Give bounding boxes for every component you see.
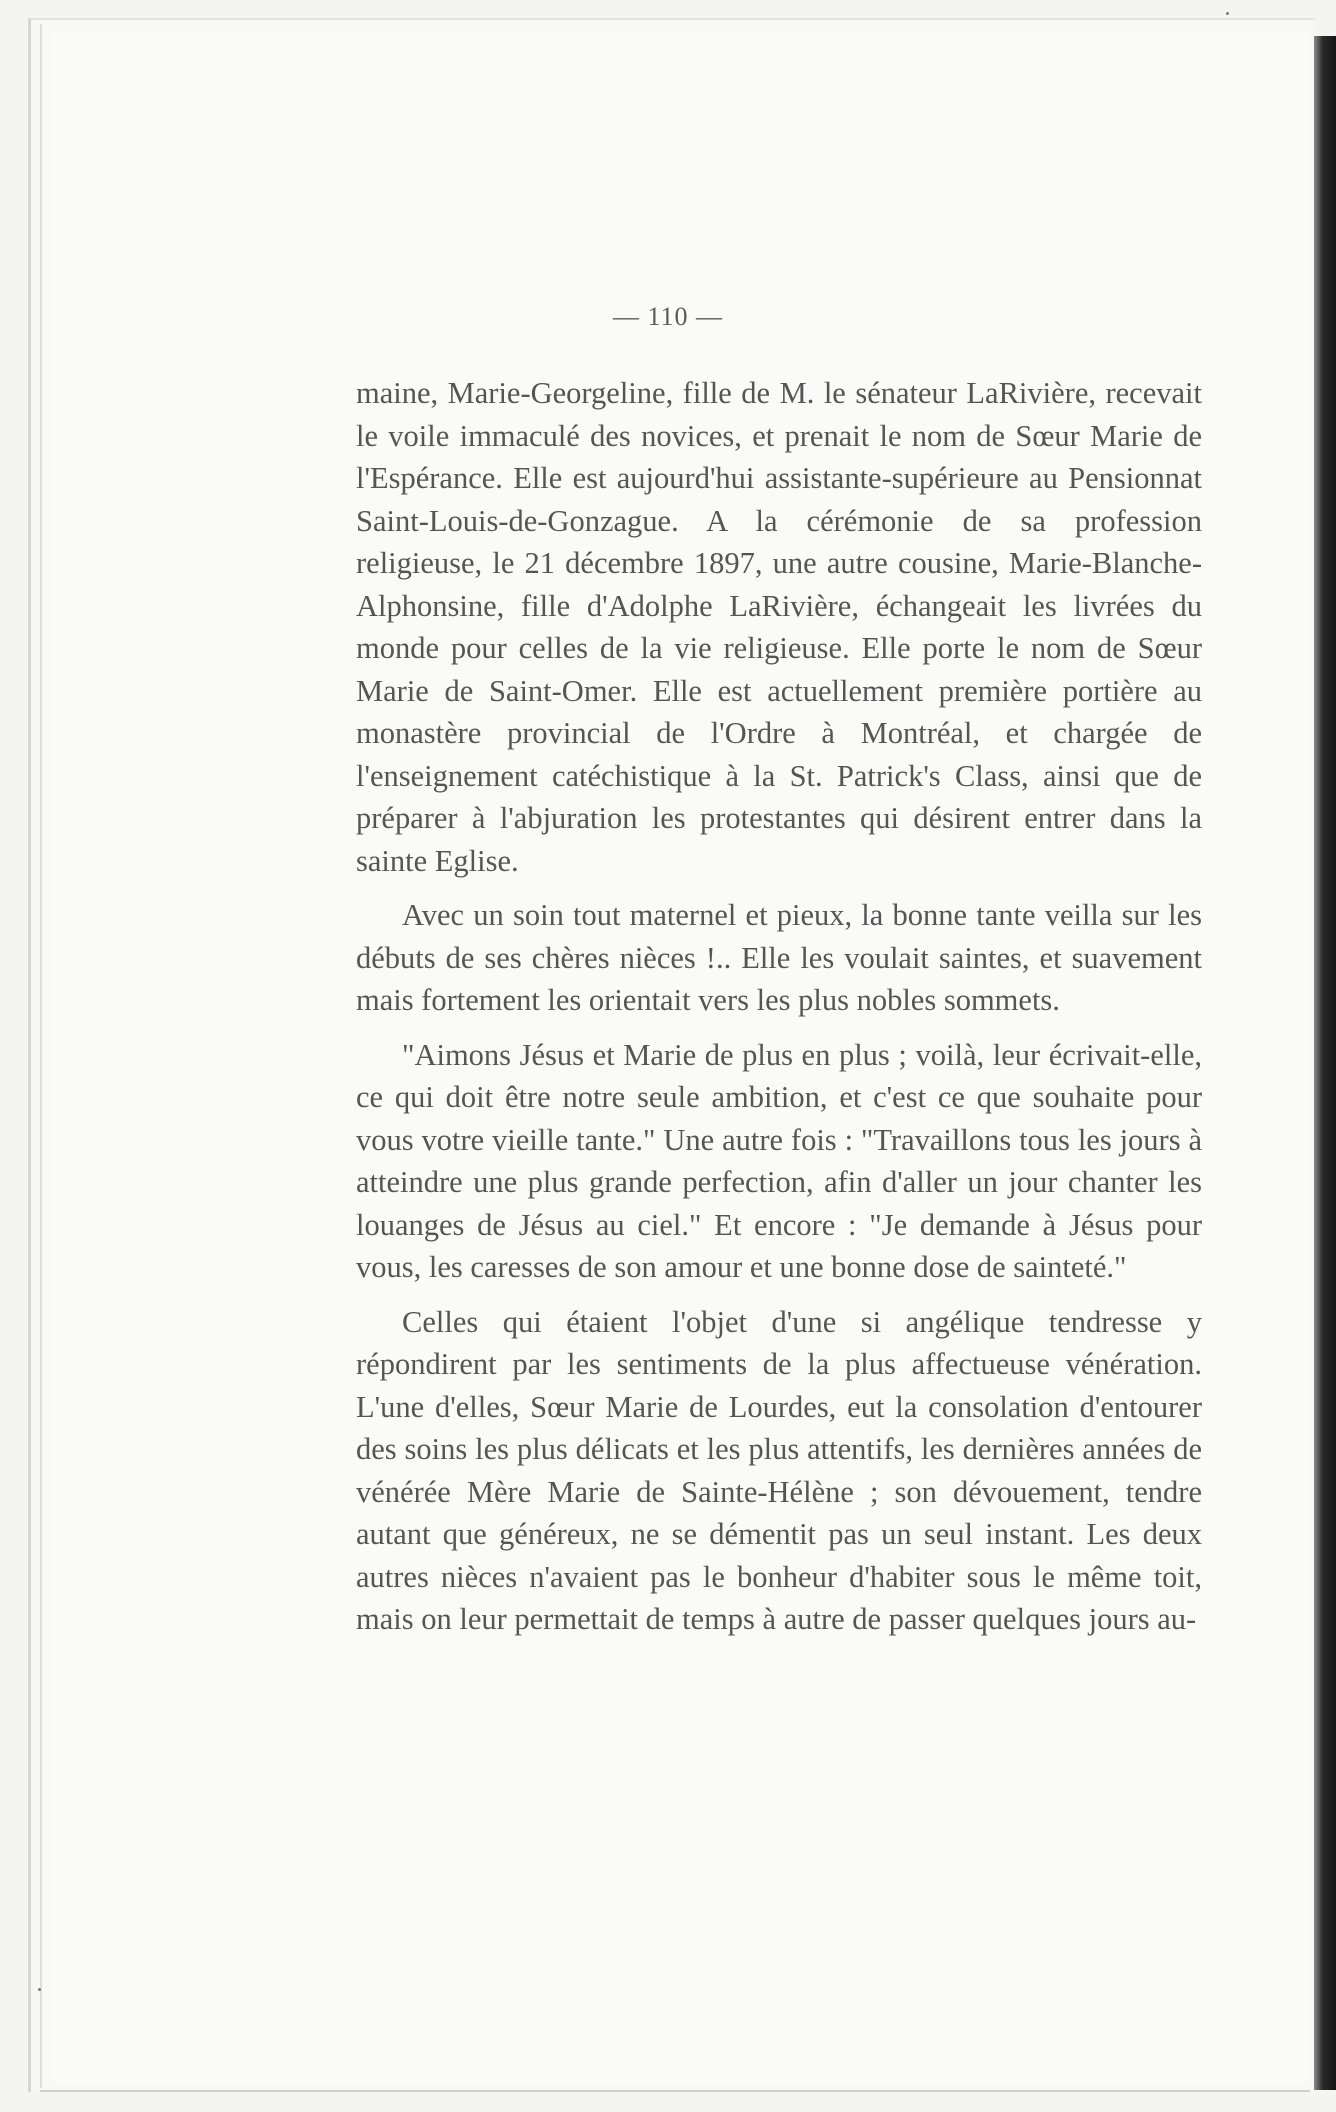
paragraph-2: Avec un soin tout maternel et pieux, la bonne tante veilla sur les débuts de ses chères nièces !.. Elle les voulait saintes, et suavement mais fortement les orientait vers les plus nobles sommets. [356, 898, 1202, 1017]
binding-shadow [1314, 36, 1336, 2090]
paragraph-3: "Aimons Jésus et Marie de plus en plus ; voilà, leur écrivait-elle, ce qui doit être notre seule ambition, et c'est ce que souhaite pour vous votre vieille tante." Une autre fois : "Travaillons tous les jours à atteindre une plus grande perfection, afin d'aller un jour chanter les louanges de Jésus au ciel." Et encore : "Je demande à Jésus pour vous, les caresses de son amour et une bonne dose de sainteté." [356, 1037, 1202, 1284]
paragraph-4: Celles qui étaient l'objet d'une si angélique tendresse y répondirent par les sentiments de la plus affectueuse vénération. L'une d'elles, Sœur Marie de Lourdes, eut la consolation d'entourer des soins les plus délicats et les plus attentifs, les dernières années de vénérée Mère Marie de Sainte-Hélène ; son dévouement, tendre autant que généreux, ne se démentit pas un seul instant. Les deux autres nièces n'avaient pas le bonheur d'habiter sous le même toit, mais on leur permettait de temps à autre de passer quelques jours au- [356, 1304, 1202, 1636]
page-number: — 110 — [612, 302, 724, 331]
dust-speck [38, 1988, 41, 1991]
dust-speck [1226, 12, 1229, 15]
body-text [356, 372, 1202, 1653]
page-bottom-edge [40, 2090, 1310, 2092]
paragraph-1: maine, Marie-Georgeline, fille de M. le sénateur LaRivière, recevait le voile immaculé des novices, et prenait le nom de Sœur Marie de l'Espérance. Elle est aujourd'hui assistante-supérieure au Pensionnat Saint-Louis-de-Gonzague. A la cérémonie de sa profession religieuse, le 21 décembre 1897, une autre cousine, Marie-Blanche-Alphonsine, fille d'Adolphe LaRivière, échangeait les livrées du monde pour celles de la vie religieuse. Elle porte le nom de Sœur Marie de Saint-Omer. Elle est actuellement première portière au monastère provincial de l'Ordre à Montréal, et chargée de l'enseignement catéchistique à la St. Patrick's Class, ainsi que de préparer à l'abjuration les protestantes qui désirent entrer dans la sainte Eglise. [356, 376, 1202, 878]
